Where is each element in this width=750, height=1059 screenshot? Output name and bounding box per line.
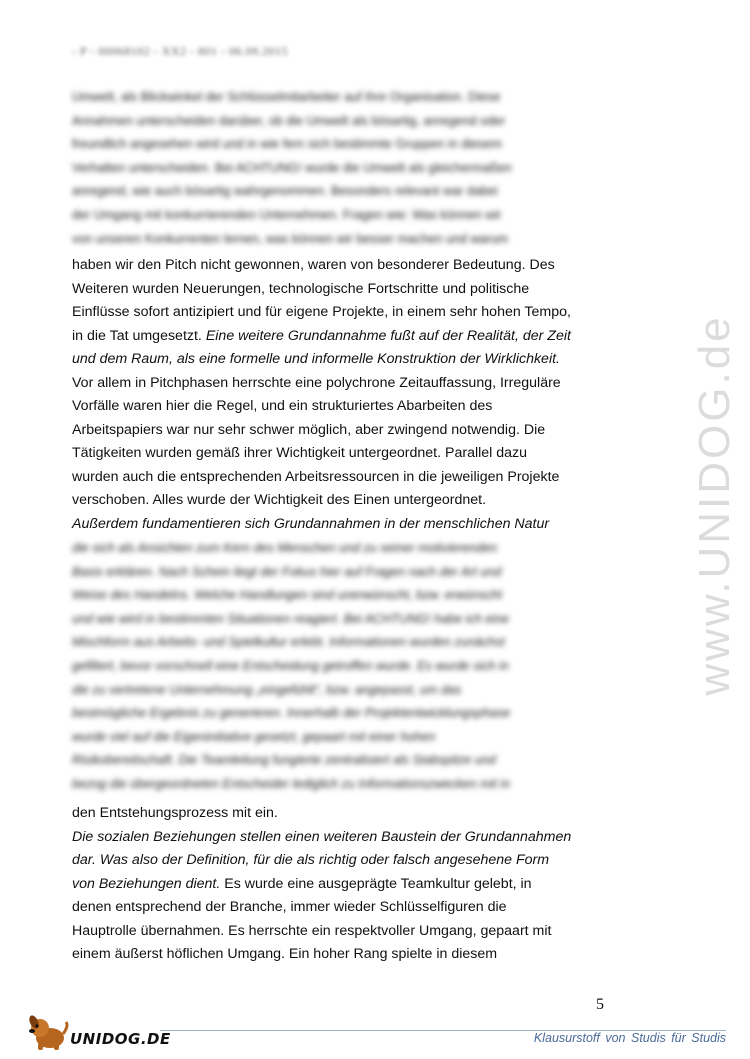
text-line	[72, 301, 572, 325]
italic-text: dar. Was also der Definition, für die als richtig oder falsch angesehene Form	[72, 852, 550, 868]
text-run: Es wurde eine ausgeprägte Teamkultur gelebt, in	[220, 875, 532, 892]
text-line: von unseren Konkurrenten lernen, was können wir besser machen und warum	[72, 231, 509, 246]
text-line	[72, 348, 572, 372]
text-run: haben wir den Pitch nicht gewonnen, waren von besonderer Bedeutung. Des	[72, 257, 555, 273]
text-run: Arbeitspapiers war nur sehr schwer möglich, aber zwingend notwendig. Die	[72, 421, 546, 438]
text-line: Annahmen unterscheiden darüber, ob die Umwelt als bösartig, anregend oder	[72, 113, 506, 128]
text-run: wurden auch die entsprechenden Arbeitsressourcen in die jeweiligen Projekte	[72, 468, 560, 485]
text-line: Weise des Handelns. Welche Handlungen sind unerwünscht, bzw. erwünscht	[72, 588, 503, 603]
text-line: anregend, wie auch bösartig wahrgenommen. Besonders relevant war dabei	[72, 184, 498, 199]
text-line	[72, 849, 572, 873]
text-run: den Entstehungsprozess mit ein.	[72, 805, 278, 821]
watermark-text: www.UNIDOG.de	[690, 314, 739, 696]
text-line: die zu vertretene Unternehmung „eingefühlt“, bzw. angepasst, um das	[72, 682, 462, 697]
text-line	[72, 943, 572, 967]
italic-text: Die sozialen Beziehungen stellen einen weiteren Baustein der Grundannahmen	[72, 828, 572, 845]
italic-text: Außerdem fundamentieren sich Grundannahmen in der menschlichen Natur	[72, 515, 550, 532]
text-line	[72, 802, 572, 826]
text-line	[72, 826, 572, 850]
text-line: freundlich angesehen wird und in wie fern sich bestimmte Gruppen in diesem	[72, 137, 502, 152]
text-run: in die Tat umgesetzt.	[72, 327, 206, 344]
text-line: Basis erklären. Nach Schein liegt der Fokus hier auf Fragen nach der Art und	[72, 564, 502, 579]
page-number: 5	[596, 996, 604, 1013]
text-line	[72, 254, 572, 278]
text-run: Vorfälle waren hier die Regel, und ein strukturiertes Abarbeiten des	[72, 398, 493, 414]
dog-icon	[24, 1012, 70, 1052]
text-run: Weiteren wurden Neuerungen, technologische Fortschritte und politische	[72, 280, 530, 297]
text-line: die sich als Ansichten zum Kern des Menschen und zu seiner motivierenden	[72, 541, 498, 555]
text-line	[72, 278, 572, 302]
text-line	[72, 920, 572, 944]
text-line: der Umgang mit konkurrierenden Unternehmen. Fragen wie: Was können wir	[72, 207, 502, 222]
italic-text: Eine weitere Grundannahme fußt auf der Realität, der Zeit	[205, 327, 571, 344]
text-line	[72, 372, 572, 396]
blurred-paragraph-middle	[72, 537, 572, 797]
text-line: wurde viel auf die Eigeninitiative gesetzt, gepaart mit einer hohen	[72, 729, 436, 744]
text-line: Umwelt, als Blickwinkel der Schlüsselmitarbeiter auf ihre Organisation. Diese	[72, 90, 501, 104]
text-line: Mischform aus Arbeits- und Spielkultur erlebt. Informationen wurden zunächst	[72, 635, 505, 650]
text-line	[72, 466, 572, 490]
text-line	[72, 325, 572, 349]
text-run: Hauptrolle übernahmen. Es herrschte ein respektvoller Umgang, gepaart mit	[72, 922, 552, 939]
watermark	[600, 270, 750, 740]
paragraph-bottom	[72, 802, 572, 967]
italic-text: von Beziehungen dient.	[72, 875, 221, 892]
text-run: Vor allem in Pitchphasen herrschte eine polychrone Zeitauffassung, Irreguläre	[72, 374, 561, 391]
text-line	[72, 873, 572, 897]
text-line	[72, 395, 572, 419]
text-run: denen entsprechend der Branche, immer wieder Schlüsselfiguren die	[72, 899, 507, 915]
text-line: Verhalten unterscheiden. Bei ACHTUNG! wurde die Umwelt als gleichermaßen	[72, 160, 512, 175]
logo-text: UNIDOG.DE	[70, 1030, 171, 1048]
document-header-id: - P - 00068102 - XX2 - 801 - 06.09.2015	[72, 44, 289, 58]
unidog-logo	[24, 1012, 171, 1052]
text-line: bestmögliche Ergebnis zu generieren. Innerhalb der Projektentwicklungsphase	[72, 706, 511, 721]
text-run: verschoben. Alles wurde der Wichtigkeit des Einen untergeordnet.	[72, 492, 487, 508]
text-line: Risikobereitschaft. Die Teamleitung fungierte zentralisiert als Stabspitze und	[72, 753, 496, 768]
text-line	[72, 896, 572, 920]
text-line: bezog die übergeordneten Entscheider lediglich zu Informationszwecken mit in	[72, 776, 511, 791]
italic-text: und dem Raum, als eine formelle und informelle Konstruktion der Wirklichkeit.	[72, 351, 560, 367]
text-line	[72, 442, 572, 466]
text-line	[72, 513, 572, 537]
text-line	[72, 419, 572, 443]
text-line	[72, 489, 572, 513]
footer-tagline: Klausurstoff von Studis für Studis	[533, 1031, 726, 1045]
blurred-paragraph-top	[72, 86, 572, 251]
text-run: Tätigkeiten wurden gemäß ihrer Wichtigkeit untergeordnet. Parallel dazu	[72, 445, 528, 461]
text-line: gefiltert, bevor vorschnell eine Entscheidung getroffen wurde. Es wurde sich in	[72, 658, 509, 673]
paragraph-top	[72, 254, 572, 536]
text-run: einem äußerst höflichen Umgang. Ein hoher Rang spielte in diesem	[72, 946, 498, 962]
text-line: und wie wird in bestimmten Situationen reagiert. Bei ACHTUNG! habe ich eine	[72, 611, 510, 626]
text-run: Einflüsse sofort antizipiert und für eigene Projekte, in einem sehr hohen Tempo,	[72, 304, 571, 320]
